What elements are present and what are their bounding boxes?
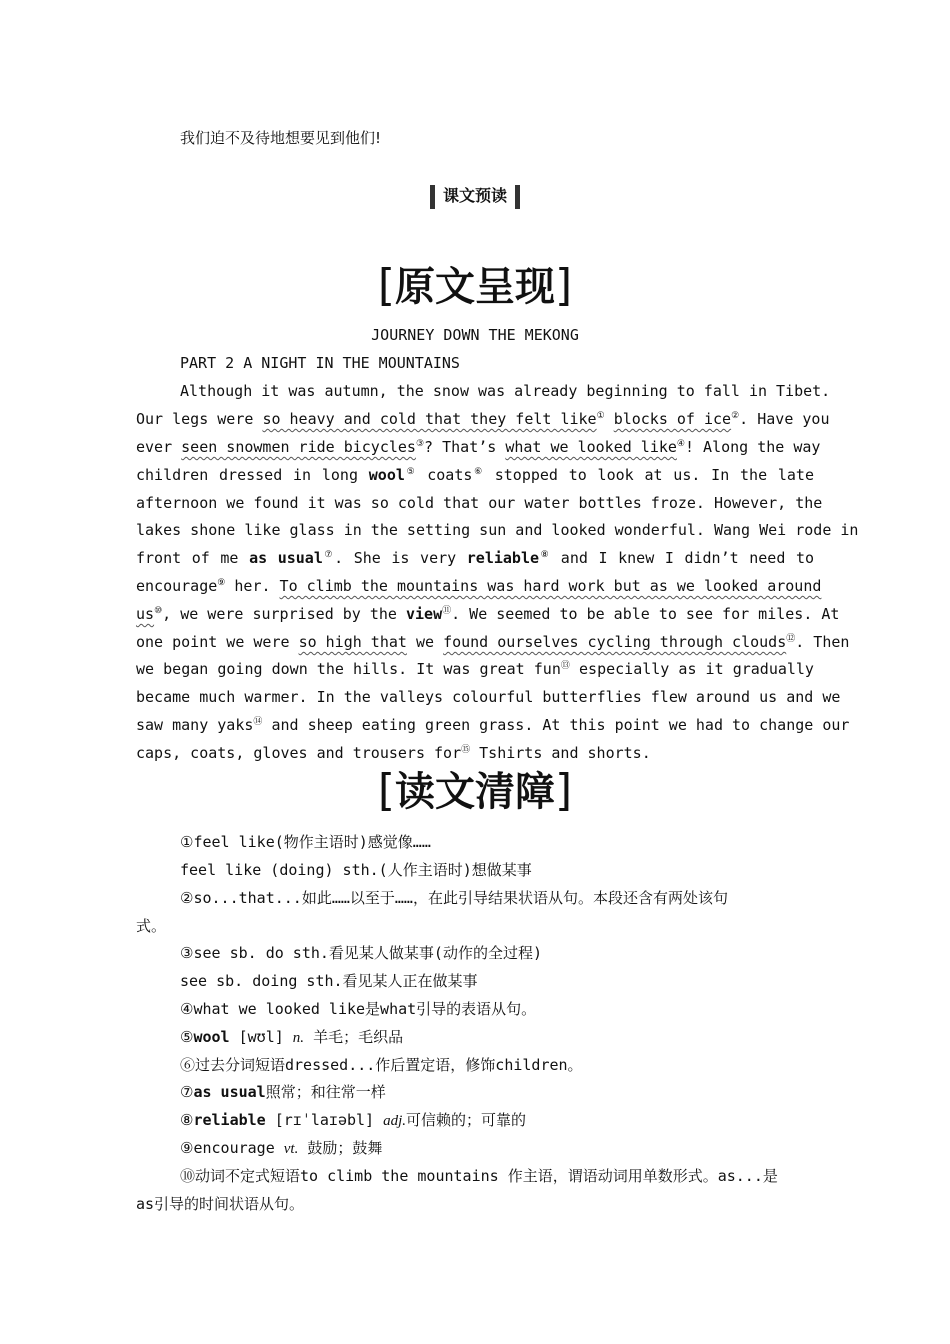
passage-line [136,604,840,624]
note-item [180,1138,814,1159]
passage-line [136,465,814,485]
phrase: us [136,605,155,623]
text: ⑨encourage [180,1139,284,1157]
text: encourage [136,577,218,595]
text: ⑧ [180,1111,194,1129]
passage-line [136,520,859,540]
note-item: as引导的时间状语从句。 [136,1195,305,1213]
text: ? That’s [424,438,506,456]
note-ref: ⑩ [154,606,163,616]
text: and sheep eating green grass. At this point we had to change our [262,716,850,734]
text: stopped to look at us. In the late [483,466,814,484]
intro-line [180,128,814,148]
tag-bar-left [430,185,435,209]
phrase: To climb the mountains was hard work but as we looked around [279,577,822,595]
passage-line [136,632,850,652]
text: one point we were [136,633,299,651]
tag-bar-right [515,185,520,209]
intro-text: 我们迫不及待地想要见到他们! [180,129,382,147]
keyword: wool [368,466,405,484]
heading-notes-label: 读文清障 [395,769,555,815]
passage-line [136,409,830,429]
pos: vt. [283,1141,299,1157]
note-item: ①feel like(物作主语时)感觉像…… [180,833,431,851]
keyword: reliable [193,1111,266,1129]
phrase: found ourselves cycling through clouds [443,633,787,651]
text: 羊毛；毛织品 [304,1028,404,1046]
keyword: wool [193,1028,230,1046]
text: afternoon we found it was so cold that our water bottles froze. However, the [136,494,823,512]
note-ref: ⑦ [322,550,335,560]
text: ⑦ [180,1083,194,1101]
keyword: as usual [193,1083,266,1101]
text: we [406,633,444,651]
note-item: see sb. doing sth.看见某人正在做某事 [180,972,478,990]
note-item: ⑩动词不定式短语to climb the mountains 作主语，谓语动词用单数形式。as...是 [180,1167,778,1185]
heading-notes: [读文清障] [377,765,573,816]
phrase: what we looked like [505,438,677,456]
text: . Then [795,633,850,651]
note-ref: ⑤ [404,467,417,477]
text: ever [136,438,182,456]
phrase: blocks of ice [613,410,732,428]
passage-line [136,659,814,679]
note-ref: ⑧ [539,550,551,560]
text: and I knew I didn’t need to [550,549,815,567]
section-tag [0,183,950,209]
phrase: so high that [298,633,407,651]
passage-line [136,548,814,568]
text: we began going down the hills. It was great fun [136,660,561,678]
note-ref: ⑮ [461,745,471,755]
note-ref: ⑫ [786,634,796,644]
note-ref: ② [731,411,740,421]
heading-original: [原文呈现] [377,260,573,311]
text: ⑤ [180,1028,194,1046]
note-item: ③see sb. do sth.看见某人做某事(动作的全过程) [180,944,542,962]
text: especially as it gradually [569,660,814,678]
keyword: reliable [466,549,540,567]
note-ref: ① [596,411,605,421]
note-item: 式。 [136,917,167,935]
text: coats [416,466,473,484]
text: caps, coats, gloves and trousers for [136,744,462,762]
text: saw many yaks [136,716,254,734]
heading-original-label: 原文呈现 [395,264,555,310]
text: front of me [136,549,250,567]
phrase: seen snowmen ride bicycles [181,438,416,456]
phrase: so heavy and cold that they felt like [262,410,597,428]
text: , we were surprised by the [162,605,406,623]
note-ref: ⑭ [253,717,263,727]
note-item: feel like (doing) sth.(人作主语时)想做某事 [180,861,532,879]
keyword: as usual [249,549,323,567]
text: became much warmer. In the valleys colourful butterflies flew around us and we [136,688,841,706]
passage-line [136,493,823,513]
text: Although it was autumn, the snow was already beginning to fall in Tibet. [180,382,831,400]
text: her. [225,577,280,595]
pos: adj. [383,1113,407,1129]
phonetic: [wʊl] [229,1028,293,1046]
text: . She is very [334,549,467,567]
passage-line [136,743,814,763]
text: Tshirts and shorts. [470,744,651,762]
note-item: ④what we looked like是what引导的表语从句。 [180,1000,537,1018]
text: lakes shone like glass in the setting sun and looked wonderful. Wang Wei rode in [136,521,859,539]
text: . We seemed to be able to see for miles. At [451,605,840,623]
passage-line [136,437,821,457]
text: Our legs were [136,410,263,428]
text [605,410,614,428]
note-item: ⑥过去分词短语dressed...作后置定语，修饰children。 [180,1056,583,1074]
text: ! Along the way [685,438,821,456]
text: 可信赖的；可靠的 [406,1111,527,1129]
note-item [180,1110,814,1131]
passage-line [136,715,850,735]
passage-line [180,381,831,401]
article-title: JOURNEY DOWN THE MEKONG [371,326,579,344]
text: . Have you [739,410,830,428]
passage-line [136,687,841,707]
note-item [180,1082,814,1102]
note-item: ②so...that...如此……以至于……，在此引导结果状语从句。本段还含有两处该句 [180,889,728,907]
note-item [180,1027,814,1048]
keyword: view [405,605,443,623]
note-ref: ⑨ [217,578,226,588]
note-ref: ⑪ [442,606,452,616]
note-ref: ③ [415,439,425,449]
phonetic: [rɪˈlaɪəbl] [265,1111,384,1129]
passage-line [136,576,822,596]
section-tag-label: 课文预读 [442,186,507,205]
note-ref: ⑥ [472,467,484,477]
text: children dressed in long [136,466,369,484]
note-ref: ⑬ [560,661,570,671]
note-ref: ④ [676,439,685,449]
text: 照常；和往常一样 [265,1083,386,1101]
pos: n. [292,1030,305,1046]
text: 鼓励；鼓舞 [298,1139,383,1157]
part-title: PART 2 A NIGHT IN THE MOUNTAINS [180,354,460,372]
